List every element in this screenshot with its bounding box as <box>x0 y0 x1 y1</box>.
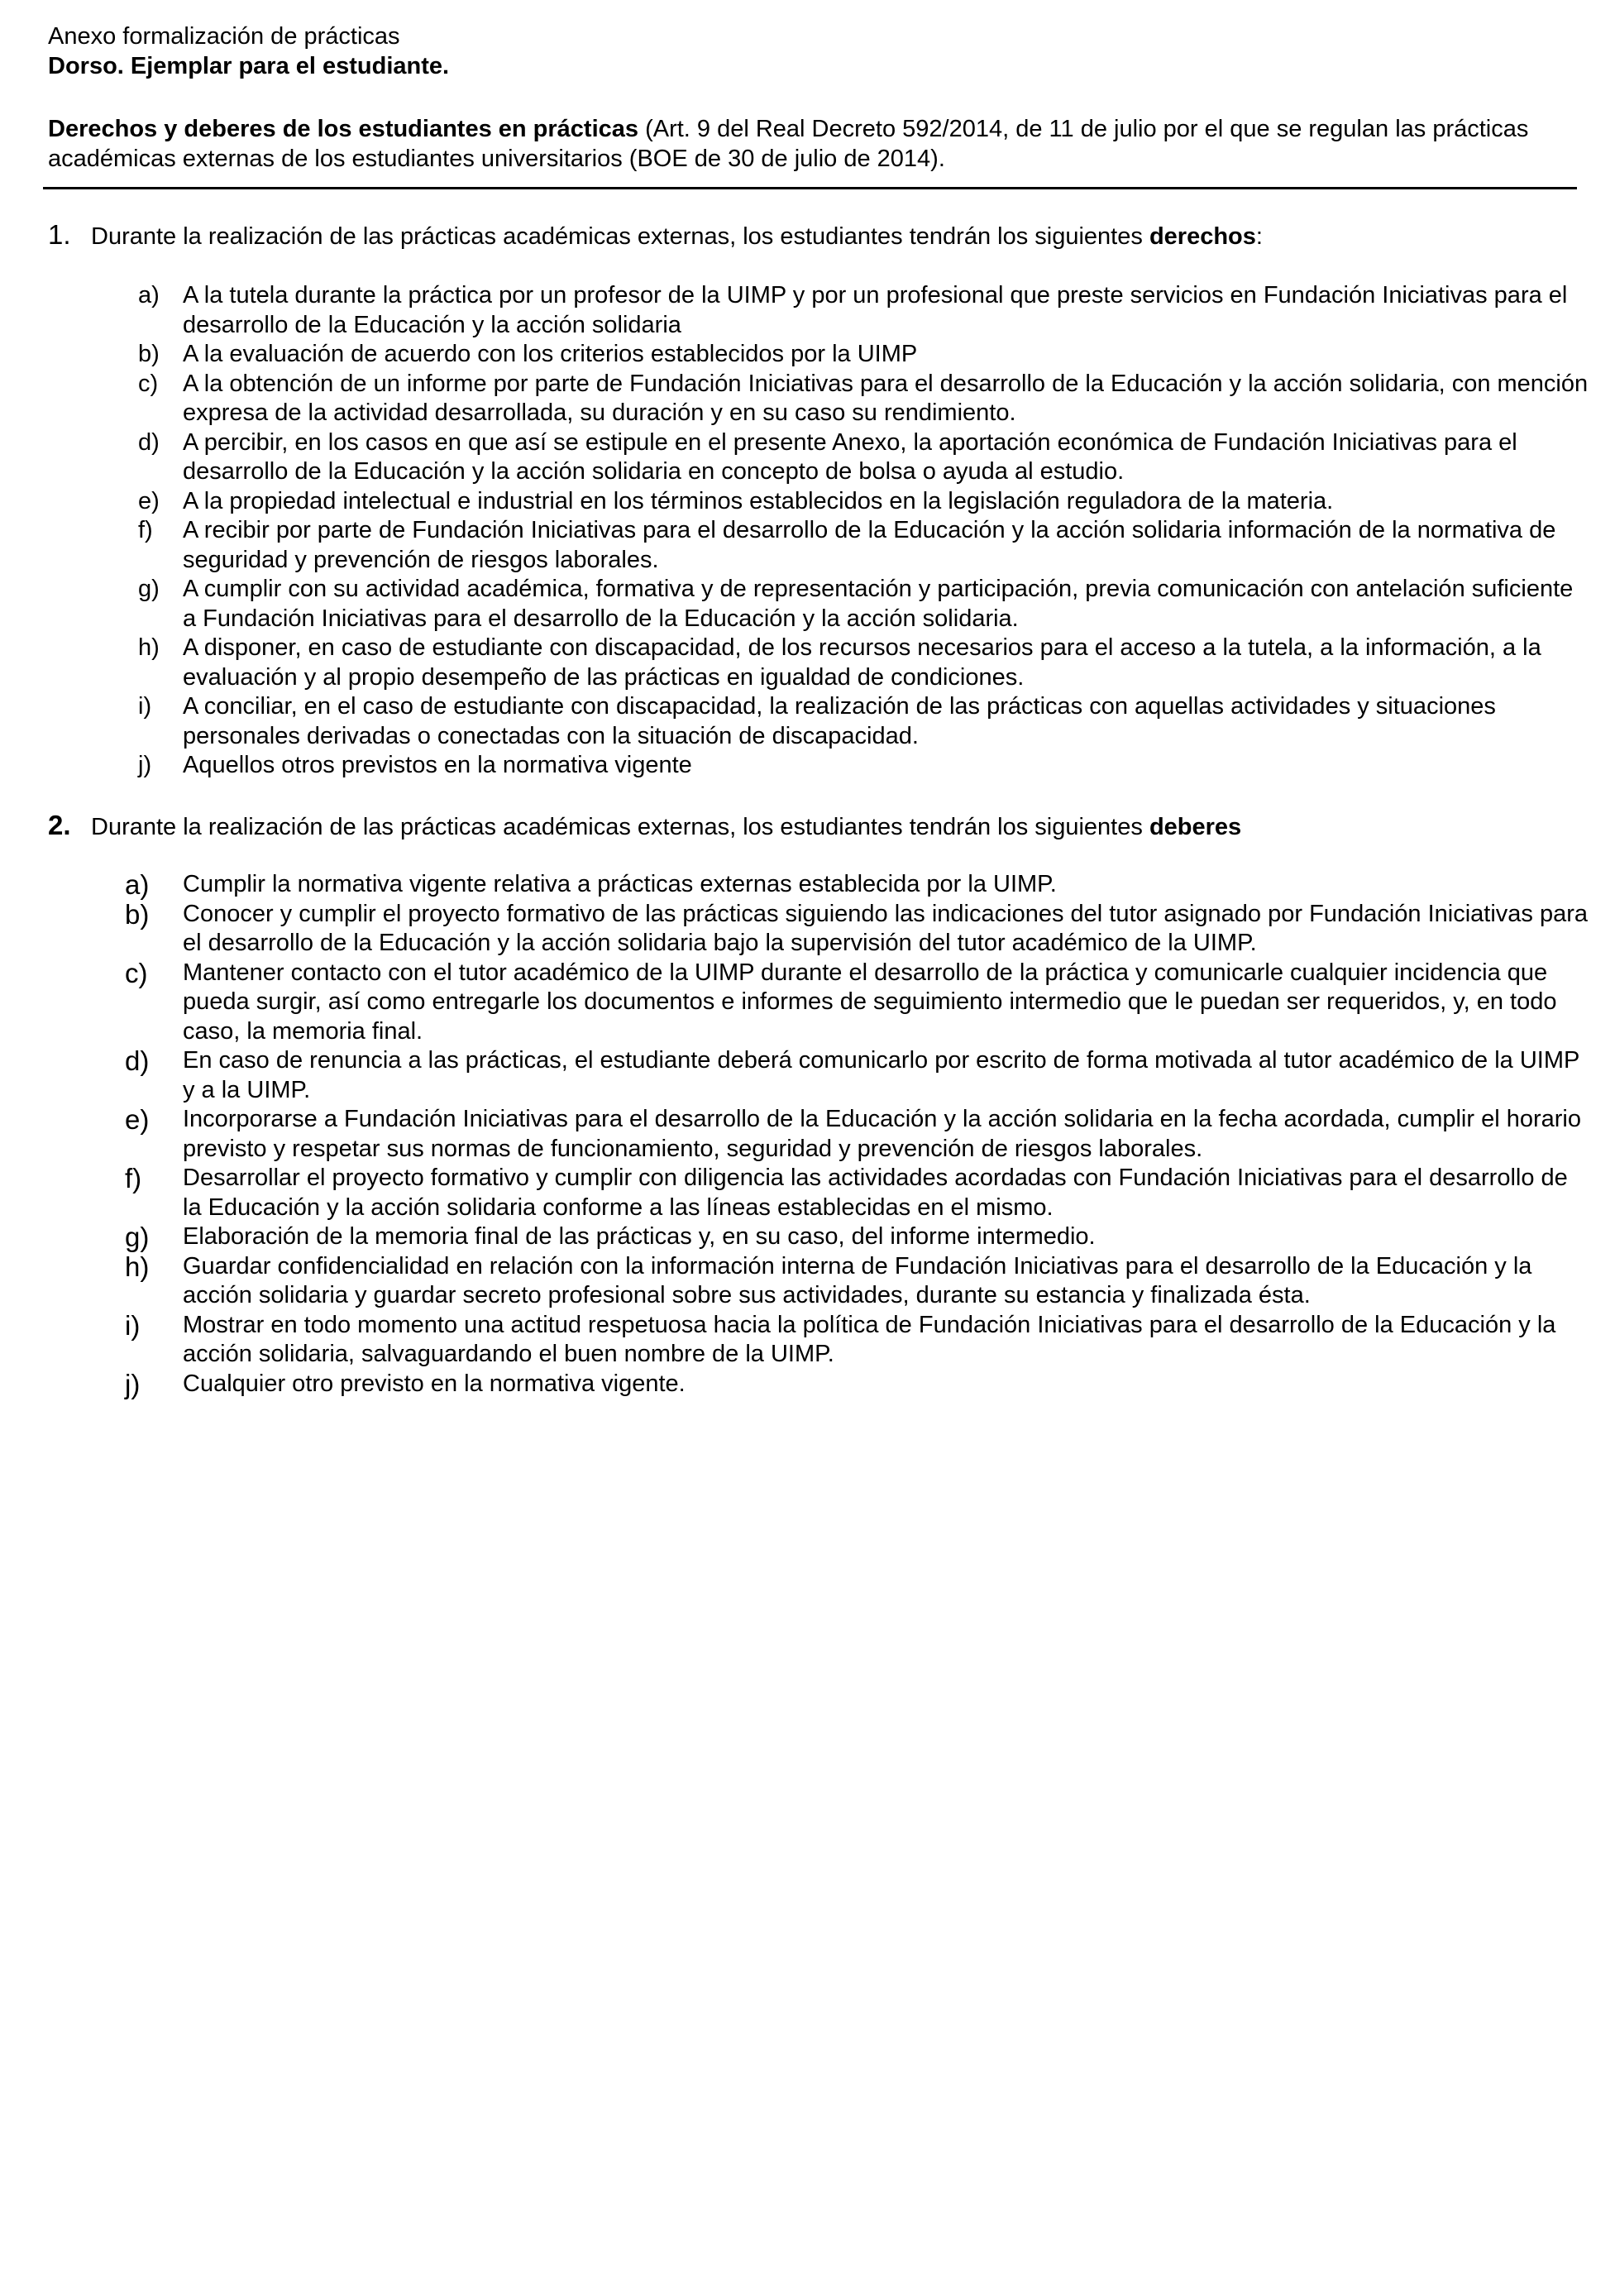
list-item-text: Desarrollar el proyecto formativo y cumplir con diligencia las actividades acordadas con Fundación Iniciativas para el desarrollo de la Educación y la acción solidaria conforme a las líneas establecidas en el mismo. <box>183 1165 1568 1221</box>
list-item <box>0 870 1589 900</box>
list-item-text: A la evaluación de acuerdo con los criterios establecidos por la UIMP <box>183 341 918 367</box>
list-item-letter: j) <box>138 752 152 778</box>
list-item-letter: e) <box>125 1104 150 1135</box>
list-item-letter: f) <box>125 1163 142 1193</box>
list-item <box>0 1105 1589 1164</box>
list-item <box>0 959 1589 1047</box>
list-item-text: En caso de renuncia a las prácticas, el estudiante deberá comunicarlo por escrito de forma motivada al tutor académico de la UIMP y a la UIMP. <box>183 1047 1579 1103</box>
list-item <box>0 281 1589 340</box>
list-item <box>0 340 1589 370</box>
list-item <box>0 575 1589 634</box>
list-item <box>0 1311 1589 1370</box>
list-item-letter: h) <box>138 634 160 661</box>
list-item-text: Conocer y cumplir el proyecto formativo de las prácticas siguiendo las indicaciones del tutor asignado por Fundación Iniciativas para el desarrollo de la Educación y la acción solidaria bajo la supervisión del tutor académico de la UIMP. <box>183 900 1589 956</box>
list-item-letter: d) <box>125 1045 150 1076</box>
list-item <box>0 1164 1589 1222</box>
section-duties-heading <box>48 811 1241 842</box>
header-divider <box>43 187 1577 189</box>
section-keyword: derechos <box>1149 223 1256 250</box>
list-item-letter: e) <box>138 487 160 514</box>
intro-reference: (Art. 9 del Real Decreto 592/2014, de 11 de julio por el que se regulan las prácticas académicas externas de los estudiantes universitarios (BOE de 30 de julio de 2014). <box>48 116 1529 172</box>
list-item <box>0 1222 1589 1252</box>
list-item-letter: a) <box>125 869 150 900</box>
list-item <box>0 751 1589 781</box>
list-item-text: A conciliar, en el caso de estudiante con discapacidad, la realización de las prácticas con aquellas actividades y situaciones personales derivadas o conectadas con la situación de discapacidad. <box>183 693 1496 749</box>
section-number: 1. <box>48 219 71 250</box>
list-item-letter: c) <box>138 370 159 397</box>
list-item-letter: c) <box>125 957 148 988</box>
list-item-text: A percibir, en los casos en que así se estipule en el presente Anexo, la aportación económica de Fundación Iniciativas para el desarrollo de la Educación y la acción solidaria en concepto de bolsa o ayuda al estudio. <box>183 428 1517 485</box>
list-item-letter: j) <box>125 1368 141 1399</box>
list-item-letter: g) <box>125 1222 150 1252</box>
rights-list <box>0 281 1615 781</box>
list-item <box>0 487 1589 517</box>
list-item <box>0 516 1589 575</box>
list-item <box>0 370 1589 428</box>
list-item-letter: b) <box>125 898 150 930</box>
list-item <box>0 1370 1589 1399</box>
list-item <box>0 428 1589 487</box>
list-item-text: Cumplir la normativa vigente relativa a prácticas externas establecida por la UIMP. <box>183 871 1057 897</box>
list-item-text: A disponer, en caso de estudiante con discapacidad, de los recursos necesarios para el acceso a la tutela, a la información, a la evaluación y al propio desempeño de las prácticas en igualdad de condiciones. <box>183 634 1541 691</box>
section-text: Durante la realización de las prácticas académicas externas, los estudiantes tendrán los siguientes <box>91 223 1149 250</box>
section-number: 2. <box>48 810 71 840</box>
list-item-text: Cualquier otro previsto en la normativa vigente. <box>183 1370 686 1397</box>
list-item-text: A la tutela durante la práctica por un profesor de la UIMP y por un profesional que preste servicios en Fundación Iniciativas para el desarrollo de la Educación y la acción solidaria <box>183 282 1568 338</box>
intro-paragraph <box>48 114 1578 174</box>
document-header <box>48 22 449 81</box>
duties-list <box>0 870 1615 1399</box>
list-item-letter: d) <box>138 428 160 456</box>
intro-title: Derechos y deberes de los estudiantes en prácticas <box>48 116 639 142</box>
list-item-text: Elaboración de la memoria final de las prácticas y, en su caso, del informe intermedio. <box>183 1223 1096 1250</box>
header-subtitle: Dorso. Ejemplar para el estudiante. <box>48 53 450 79</box>
list-item-text: Mostrar en todo momento una actitud respetuosa hacia la política de Fundación Iniciativas para el desarrollo de la Educación y la acción solidaria, salvaguardando el buen nombre de la UIMP. <box>183 1311 1556 1367</box>
list-item <box>0 1252 1589 1311</box>
list-item-letter: i) <box>125 1309 141 1341</box>
section-rights-heading <box>48 220 1263 251</box>
list-item-letter: a) <box>138 282 160 309</box>
list-item <box>0 900 1589 959</box>
list-item-letter: f) <box>138 517 153 543</box>
section-keyword: deberes <box>1149 814 1242 840</box>
header-title: Anexo formalización de prácticas <box>48 23 400 50</box>
list-item-text: A cumplir con su actividad académica, formativa y de representación y participación, previa comunicación con antelación suficiente a Fundación Iniciativas para el desarrollo de la Educación y la acción solidaria. <box>183 576 1574 632</box>
list-item-text: Guardar confidencialidad en relación con la información interna de Fundación Iniciativas para el desarrollo de la Educación y la acción solidaria y guardar secreto profesional sobre sus actividades, durante su estancia y finalizada ésta. <box>183 1252 1532 1308</box>
list-item <box>0 1046 1589 1105</box>
list-item-text: A la propiedad intelectual e industrial en los términos establecidos en la legislación reguladora de la materia. <box>183 487 1334 514</box>
list-item-letter: h) <box>125 1251 150 1282</box>
section-suffix: : <box>1255 223 1263 250</box>
list-item-text: Mantener contacto con el tutor académico de la UIMP durante el desarrollo de la práctica y comunicarle cualquier incidencia que pueda surgir, así como entregarle los documentos e informes de seguimiento intermedio que le puedan ser requeridos, y, en todo caso, la memoria final. <box>183 959 1557 1045</box>
list-item-letter: g) <box>138 576 160 602</box>
list-item-text: Aquellos otros previstos en la normativa vigente <box>183 752 692 778</box>
list-item-letter: i) <box>138 693 152 720</box>
list-item-text: A la obtención de un informe por parte de Fundación Iniciativas para el desarrollo de la Educación y la acción solidaria, con mención expresa de la actividad desarrollada, su duración y en su caso su rendimiento. <box>183 370 1589 426</box>
list-item <box>0 634 1589 692</box>
section-text: Durante la realización de las prácticas académicas externas, los estudiantes tendrán los siguientes <box>91 814 1149 840</box>
list-item-text: Incorporarse a Fundación Iniciativas para el desarrollo de la Educación y la acción solidaria en la fecha acordada, cumplir el horario previsto y respetar sus normas de funcionamiento, seguridad y prevención de riesgos laborales. <box>183 1106 1581 1162</box>
list-item-text: A recibir por parte de Fundación Iniciativas para el desarrollo de la Educación y la acción solidaria información de la normativa de seguridad y prevención de riesgos laborales. <box>183 517 1556 573</box>
list-item <box>0 692 1589 751</box>
list-item-letter: b) <box>138 341 160 367</box>
